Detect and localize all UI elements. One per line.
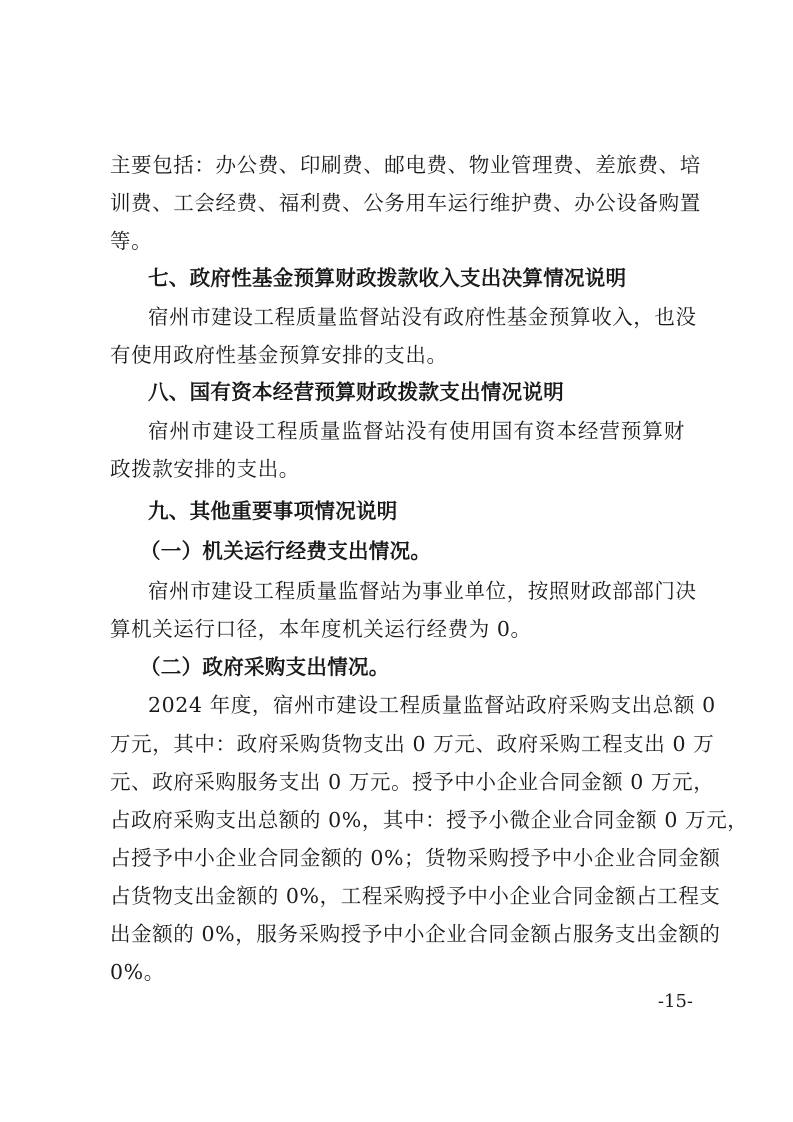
paragraph-line: 政拨款安排的支出。	[110, 457, 300, 481]
paragraph-line: 宿州市建设工程质量监督站没有政府性基金预算收入，也没	[148, 305, 697, 329]
paragraph-line: 占货物支出金额的 0%，工程采购授予中小企业合同金额占工程支	[110, 884, 721, 908]
paragraph-line: 有使用政府性基金预算安排的支出。	[110, 343, 448, 367]
paragraph-line: 0%。	[110, 960, 165, 984]
paragraph-line: 2024 年度，宿州市建设工程质量监督站政府采购支出总额 0	[148, 693, 716, 717]
paragraph-line: 等。	[110, 229, 153, 253]
paragraph-line: 出金额的 0%，服务采购授予中小企业合同金额占服务支出金额的	[110, 922, 721, 946]
section-heading: 七、政府性基金预算财政拨款收入支出决算情况说明	[148, 266, 627, 290]
paragraph-line: 主要包括：办公费、印刷费、邮电费、物业管理费、差旅费、培	[110, 153, 701, 177]
section-heading: 八、国有资本经营预算财政拨款支出情况说明	[148, 380, 564, 404]
subsection-heading: （二）政府采购支出情况。	[140, 655, 390, 679]
paragraph-line: 占政府采购支出总额的 0%，其中：授予小微企业合同金额 0 万元，	[110, 808, 749, 832]
section-heading: 九、其他重要事项情况说明	[148, 499, 398, 523]
page-number: -15-	[657, 991, 693, 1012]
paragraph-line: 算机关运行口径，本年度机关运行经费为 0。	[110, 617, 532, 641]
paragraph-line: 万元，其中：政府采购货物支出 0 万元、政府采购工程支出 0 万	[110, 732, 715, 756]
paragraph-line: 元、政府采购服务支出 0 万元。授予中小企业合同金额 0 万元，	[110, 770, 715, 794]
paragraph-line: 训费、工会经费、福利费、公务用车运行维护费、办公设备购置	[110, 191, 701, 215]
paragraph-line: 占授予中小企业合同金额的 0%；货物采购授予中小企业合同金额	[110, 846, 721, 870]
paragraph-line: 宿州市建设工程质量监督站没有使用国有资本经营预算财	[148, 419, 685, 443]
subsection-heading: （一）机关运行经费支出情况。	[140, 539, 432, 563]
paragraph-line: 宿州市建设工程质量监督站为事业单位，按照财政部部门决	[148, 579, 697, 603]
